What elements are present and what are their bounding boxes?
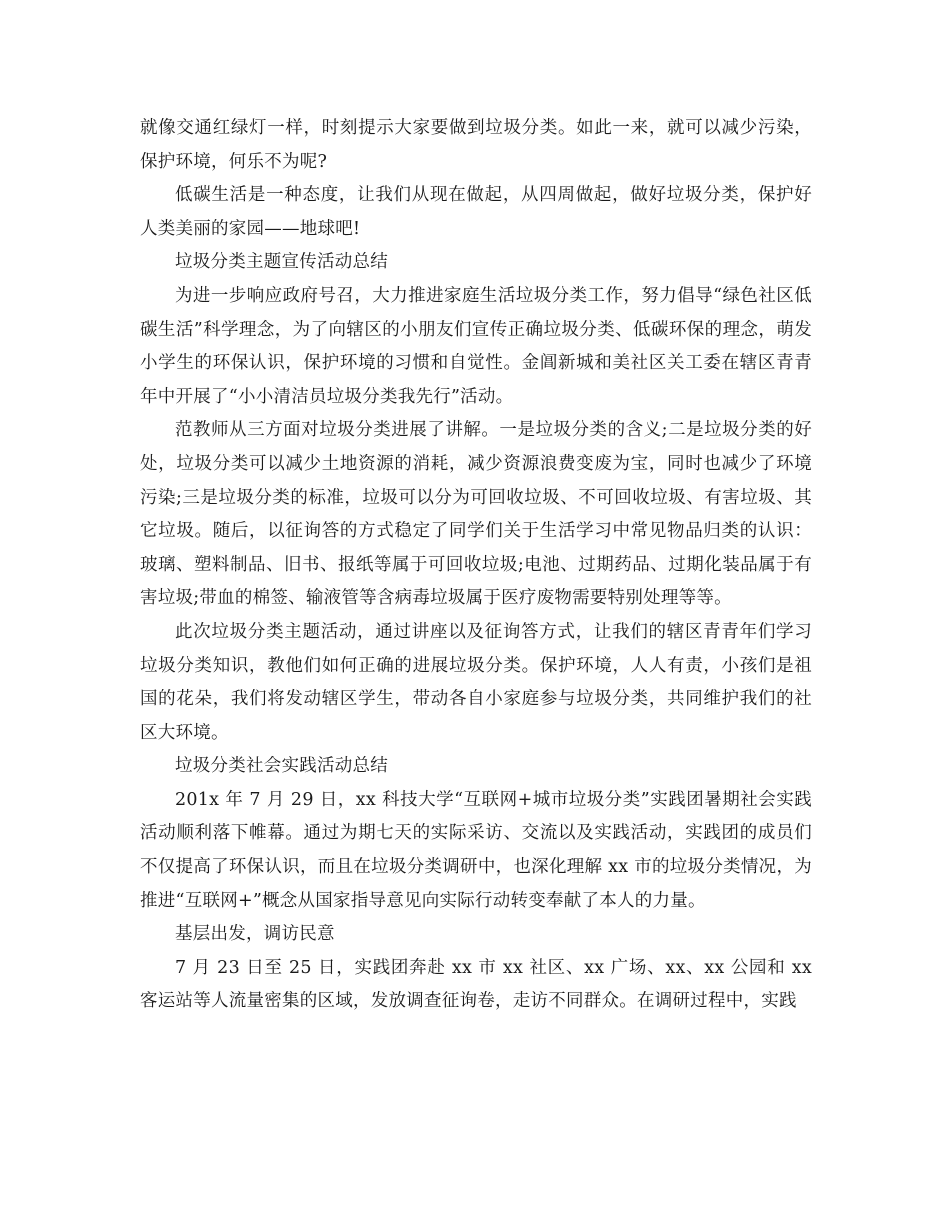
paragraph-7: 7 月 23 日至 25 日，实践团奔赴 xx 市 xx 社区、xx 广场、xx、xx 公园和 xx 客运站等人流量密集的区域，发放调查征询卷，走访不同群众。在调研过程中，实践 bbox=[140, 957, 812, 1012]
paragraph-5: 此次垃圾分类主题活动，通过讲座以及征询答方式，让我们的辖区青青年们学习垃圾分类知识，教他们如何正确的进展垃圾分类。保护环境，人人有责，小孩们是祖国的花朵，我们将发动辖区学生，带动各自小家庭参与垃圾分类，共同维护我们的社区大环境。 bbox=[140, 621, 812, 743]
paragraph-6: 201x 年 7 月 29 日，xx 科技大学“互联网+城市垃圾分类”实践团暑期社会实践活动顺利落下帷幕。通过为期七天的实际采访、交流以及实践活动，实践团的成员们不仅提高了环保认识，而且在垃圾分类调研中，也深化理解 xx 市的垃圾分类情况，为推进“互联网+”概念从国家指导意见向实际行动转变奉献了本人的力量。 bbox=[140, 789, 812, 911]
subheading-grassroots: 基层出发，调访民意 bbox=[175, 924, 335, 945]
paragraph-2: 低碳生活是一种态度，让我们从现在做起，从四周做起，做好垃圾分类，保护好人类美丽的家园——地球吧! bbox=[140, 185, 812, 239]
section-heading-practice: 垃圾分类社会实践活动总结 bbox=[175, 756, 388, 777]
document-body bbox=[140, 112, 812, 1019]
section-heading-publicity: 垃圾分类主题宣传活动总结 bbox=[175, 252, 388, 273]
paragraph-4: 范教师从三方面对垃圾分类进展了讲解。一是垃圾分类的含义;二是垃圾分类的好处，垃圾分类可以减少土地资源的消耗，减少资源浪费变废为宝，同时也减少了环境污染;三是垃圾分类的标准，垃圾可以分为可回收垃圾、不可回收垃圾、有害垃圾、其它垃圾。随后，以征询答的方式稳定了同学们关于生活学习中常见物品归类的认识：玻璃、塑料制品、旧书、报纸等属于可回收垃圾;电池、过期药品、过期化装品属于有害垃圾;带血的棉签、输液管等含病毒垃圾属于医疗废物需要特别处理等等。 bbox=[140, 420, 812, 609]
paragraph-1: 就像交通红绿灯一样，时刻提示大家要做到垃圾分类。如此一来，就可以减少污染，保护环境，何乐不为呢? bbox=[140, 118, 812, 172]
paragraph-3: 为进一步响应政府号召，大力推进家庭生活垃圾分类工作，努力倡导“绿色社区低碳生活”科学理念，为了向辖区的小朋友们宣传正确垃圾分类、低碳环保的理念，萌发小学生的环保认识，保护环境的习惯和自觉性。金阊新城和美社区关工委在辖区青青年中开展了“小小清洁员垃圾分类我先行”活动。 bbox=[140, 285, 812, 407]
